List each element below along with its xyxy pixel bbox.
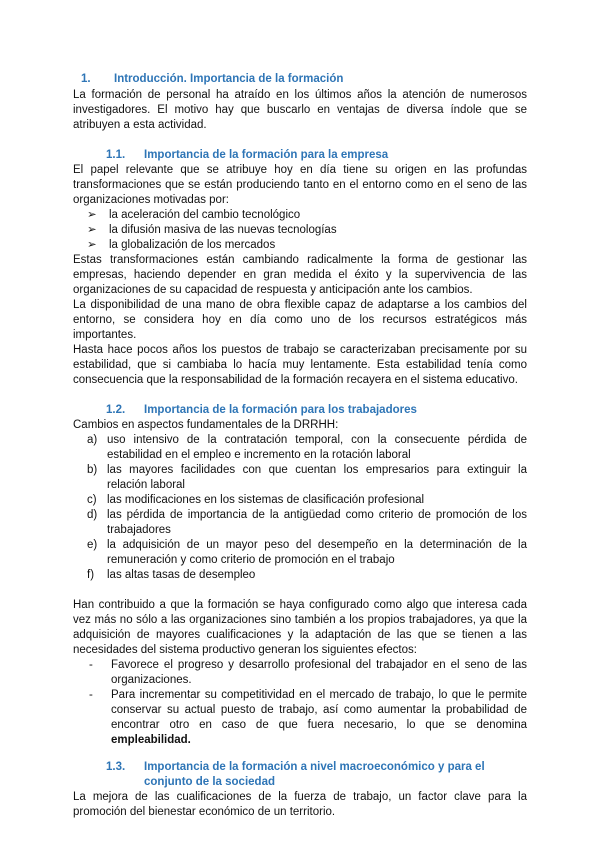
document-body xyxy=(73,72,527,820)
list-item-marker: c) xyxy=(87,494,97,506)
section-1-1-paragraph-4: Hasta hace pocos años los puestos de trabajo se caracterizaban precisamente por su estabilidad, que si cambiaba lo hacía muy lentamente. Esta estabilidad tenía como consecuencia que la responsabilidad de la formación recayera en el sistema educativo. xyxy=(73,344,527,386)
list-item-text: la difusión masiva de las nuevas tecnologías xyxy=(109,224,337,236)
section-1-3-heading xyxy=(73,760,527,790)
list-item xyxy=(73,223,527,238)
list-item xyxy=(73,688,527,748)
section-1-3-title: Importancia de la formación a nivel macroeconómico y para el conjunto de la sociedad xyxy=(144,761,485,788)
list-item-text: las mayores facilidades con que cuentan los empresarios para extinguir la relación laboral xyxy=(107,464,527,491)
section-1-intro: La formación de personal ha atraído en los últimos años la atención de numerosos investigadores. El motivo hay que buscarlo en ventajas de diversa índole que se atribuyen a esta actividad. xyxy=(73,89,527,131)
list-item xyxy=(73,208,527,223)
section-1-2-number: 1.2. xyxy=(106,404,126,416)
section-1-2-paragraph-1: Cambios en aspectos fundamentales de la DRRHH: xyxy=(73,419,339,431)
list-item-marker: b) xyxy=(87,464,98,476)
section-1-3-paragraph-1: La mejora de las cualificaciones de la fuerza de trabajo, un factor clave para la promoción del bienestar económico de un territorio. xyxy=(73,791,527,818)
section-1-2-title: Importancia de la formación para los trabajadores xyxy=(144,404,417,416)
list-item-text: Favorece el progreso y desarrollo profesional del trabajador en el seno de las organizaciones. xyxy=(111,659,527,686)
section-1-2-lettered-list xyxy=(73,433,527,583)
section-1-2-heading xyxy=(73,403,527,418)
list-item-text-body: Para incrementar su competitividad en el mercado de trabajo, lo que le permite conservar su actual puesto de trabajo, así como aumentar la probabilidad de encontrar otro en caso de que fuera necesario, lo que se denomina xyxy=(111,689,527,731)
arrow-bullet-icon: ➢ xyxy=(87,209,97,221)
dash-bullet-icon: - xyxy=(89,689,93,701)
section-1-2-paragraph-2: Han contribuido a que la formación se haya configurado como algo que interesa cada vez más no sólo a las organizaciones sino también a los propios trabajadores, ya que la adquisición de mayores cualificaciones y la adaptación de las que se tienen a las necesidades del sistema productivo generan los siguientes efectos: xyxy=(73,599,527,656)
section-1-title: Introducción. Importancia de la formación xyxy=(114,73,344,85)
list-item-text: las altas tasas de desempleo xyxy=(107,569,256,581)
dash-bullet-icon: - xyxy=(89,659,93,671)
section-1-3-number: 1.3. xyxy=(106,761,126,773)
list-item xyxy=(73,493,527,508)
list-item xyxy=(73,568,527,583)
list-item-text xyxy=(111,688,527,748)
section-1-1-title: Importancia de la formación para la empresa xyxy=(144,149,389,161)
list-item-text: uso intensivo de la contratación temporal, con la consecuente pérdida de estabilidad en el empleo e incremento en la rotación laboral xyxy=(107,434,527,461)
section-1-1-number: 1.1. xyxy=(106,149,126,161)
list-item-text: la globalización de los mercados xyxy=(109,239,276,251)
list-item xyxy=(73,538,527,568)
list-item xyxy=(73,463,527,493)
list-item-text: la aceleración del cambio tecnológico xyxy=(109,209,301,221)
list-item xyxy=(73,433,527,463)
section-1-heading xyxy=(73,72,527,87)
section-1-1-paragraph-2: Estas transformaciones están cambiando radicalmente la forma de gestionar las empresas, haciendo depender en gran medida el éxito y la supervivencia de las organizaciones de su capacidad de respuesta y anticipación ante los cambios. xyxy=(73,254,527,296)
list-item-marker: d) xyxy=(87,509,98,521)
arrow-bullet-icon: ➢ xyxy=(87,239,97,251)
list-item-text: las pérdida de importancia de la antigüedad como criterio de promoción de los trabajadores xyxy=(107,509,527,536)
section-1-1-bullet-list xyxy=(73,208,527,253)
arrow-bullet-icon: ➢ xyxy=(87,224,97,236)
empleabilidad-term: empleabilidad. xyxy=(111,734,191,746)
list-item-text: las modificaciones en los sistemas de clasificación profesional xyxy=(107,494,425,506)
list-item-marker: e) xyxy=(87,539,98,551)
list-item-text: la adquisición de un mayor peso del desempeño en la determinación de la remuneración y como criterio de promoción en el trabajo xyxy=(107,539,527,566)
list-item xyxy=(73,508,527,538)
list-item-marker: f) xyxy=(87,569,95,581)
list-item xyxy=(73,238,527,253)
section-1-2-dash-list xyxy=(73,658,527,748)
section-1-1-paragraph-1: El papel relevante que se atribuye hoy en día tiene su origen en las profundas transformaciones que se están produciendo tanto en el entorno como en el seno de las organizaciones motivadas por: xyxy=(73,164,527,206)
section-1-1-heading xyxy=(73,148,527,163)
section-1-1-paragraph-3: La disponibilidad de una mano de obra flexible capaz de adaptarse a los cambios del entorno, se considera hoy en día como uno de los recursos estratégicos más importantes. xyxy=(73,299,527,341)
list-item xyxy=(73,658,527,688)
list-item-marker: a) xyxy=(87,434,98,446)
section-1-number: 1. xyxy=(81,73,91,85)
